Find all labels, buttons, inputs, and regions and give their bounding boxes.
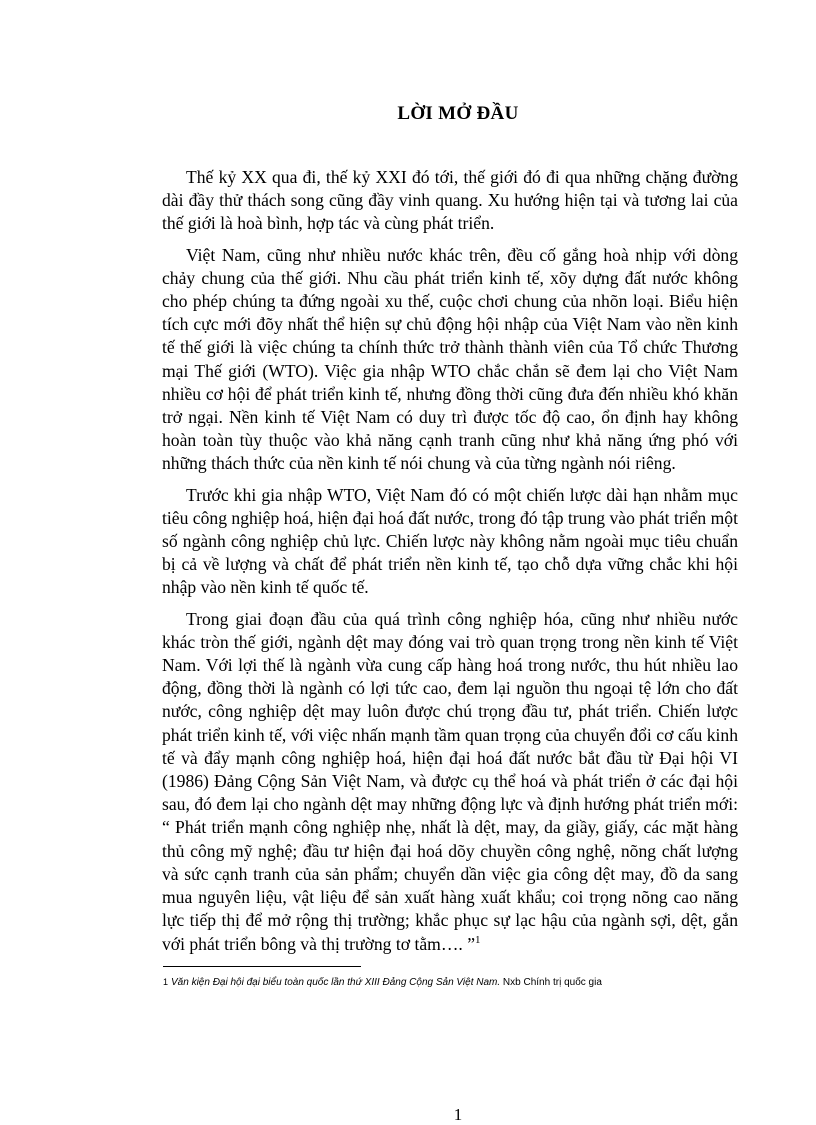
footnote-source-title: Văn kiện Đại hội đại biểu toàn quốc lần thứ XIII Đảng Cộng Sản Việt Nam. bbox=[171, 977, 501, 988]
footnote-reference[interactable]: 1 bbox=[475, 933, 481, 946]
footnote-publisher: Nxb Chính trị quốc gia bbox=[500, 977, 602, 988]
document-body bbox=[162, 166, 738, 964]
paragraph-4-text: Trong giai đoạn đầu của quá trình công nghiệp hóa, cũng như nhiều nước khác tròn thế giới, ngành dệt may đóng vai trò quan trọng trong nền kinh tế Việt Nam. Với lợi thế là ngành vừa cung cấp hàng hoá trong nước, thu hút nhiều lao động, đồng thời là ngành có lợi tức cao, đem lại nguồn thu ngoại tệ lớn cho đất nước, công nghiệp dệt may luôn được chú trọng đầu tư, phát triển. Chiến lược phát triển kinh tế, với việc nhấn mạnh tầm quan trọng của chuyển đổi cơ cấu kinh tế và đẩy mạnh công nghiệp hoá, hiện đại hoá đất nước bắt đầu từ Đại hội VI (1986) Đảng Cộng Sản Việt Nam, và được cụ thể hoá và phát triển ở các đại hội sau, đó đem lại cho ngành dệt may những động lực và định hướng phát triển mới: “ Phát triển mạnh công nghiệp nhẹ, nhất là dệt, may, da giầy, giấy, các mặt hàng thủ công mỹ nghệ; đầu tư hiện đại hoá dõy chuyền công nghệ, nõng chất lượng và sức cạnh tranh của sản phẩm; chuyển dần việc gia công dệt may, đồ da sang mua nguyên liệu, vật liệu để sản xuất hàng xuất khẩu; coi trọng nõng cao năng lực tiếp thị để mở rộng thị trường; khắc phục sự lạc hậu của ngành sợi, dệt, gắn với phát triển bông và thị trường tơ tằm…. ” bbox=[162, 608, 738, 954]
footnote-separator bbox=[163, 966, 361, 967]
footnote bbox=[163, 975, 763, 990]
paragraph-2: Việt Nam, cũng như nhiều nước khác trên, đều cố gắng hoà nhịp với dòng chảy chung của thế giới. Nhu cầu phát triển kinh tế, xõy dựng đất nước không cho phép chúng ta đứng ngoài xu thế, cuộc chơi chung của nhõn loại. Biểu hiện tích cực mới đõy nhất thể hiện sự chủ động hội nhập của Việt Nam vào nền kinh tế thế giới là việc chúng ta chính thức trở thành thành viên của Tổ chức Thương mại Thế giới (WTO). Việc gia nhập WTO chắc chắn sẽ đem lại cho Việt Nam nhiều cơ hội để phát triển kinh tế, nhưng đồng thời cũng đưa đến nhiều khó khăn trở ngại. Nền kinh tế Việt Nam có duy trì được tốc độ cao, ổn định hay không hoàn toàn tùy thuộc vào khả năng cạnh tranh cũng như khả năng ứng phó với những thách thức của nền kinh tế nói chung và của từng ngành nói riêng. bbox=[162, 244, 738, 474]
document-title: LỜI MỞ ĐẦU bbox=[397, 103, 519, 124]
paragraph-1: Thế kỷ XX qua đi, thế kỷ XXI đó tới, thế giới đó đi qua những chặng đường dài đầy thử thách song cũng đầy vinh quang. Xu hướng hiện tại và tương lai của thế giới là hoà bình, hợp tác và cùng phát triển. bbox=[162, 167, 738, 234]
paragraph-4 bbox=[162, 608, 738, 956]
footnote-number: 1 bbox=[163, 977, 169, 987]
page-number: 1 bbox=[453, 1105, 463, 1124]
paragraph-3: Trước khi gia nhập WTO, Việt Nam đó có một chiến lược dài hạn nhằm mục tiêu công nghiệp hoá, hiện đại hoá đất nước, trong đó tập trung vào phát triển một số ngành công nghiệp chủ lực. Chiến lược này không nằm ngoài mục tiêu chuẩn bị cả về lượng và chất để phát triển nền kinh tế, tạo chỗ dựa vững chắc khi hội nhập vào nền kinh tế quốc tế. bbox=[162, 484, 738, 598]
